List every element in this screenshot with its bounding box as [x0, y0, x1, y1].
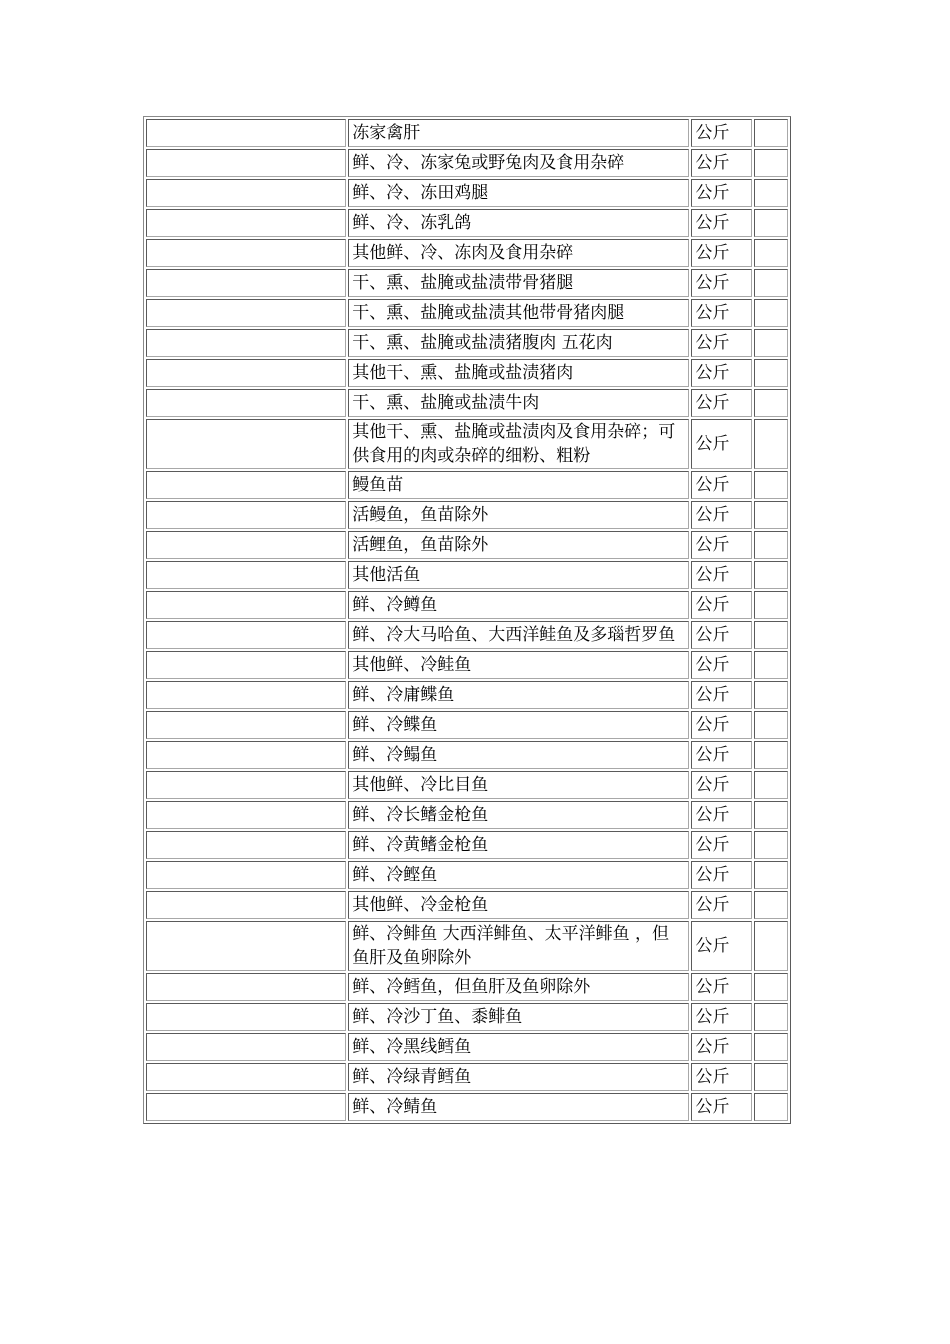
code-cell [146, 531, 346, 559]
note-cell [754, 921, 788, 971]
item-name-cell: 干、熏、盐腌或盐渍猪腹肉 五花肉 [348, 329, 689, 357]
note-cell [754, 861, 788, 889]
code-cell [146, 621, 346, 649]
note-cell [754, 209, 788, 237]
table-row [146, 831, 788, 859]
table-row [146, 681, 788, 709]
item-name-cell: 干、熏、盐腌或盐渍牛肉 [348, 389, 689, 417]
table-row [146, 651, 788, 679]
unit-cell: 公斤 [691, 179, 751, 207]
note-cell [754, 329, 788, 357]
item-name-cell: 鳗鱼苗 [348, 471, 689, 499]
table-row [146, 1003, 788, 1031]
unit-cell: 公斤 [691, 861, 751, 889]
note-cell [754, 389, 788, 417]
code-cell [146, 801, 346, 829]
note-cell [754, 891, 788, 919]
table-row [146, 1033, 788, 1061]
item-name-cell: 活鳗鱼，鱼苗除外 [348, 501, 689, 529]
note-cell [754, 119, 788, 147]
item-name-cell: 其他鲜、冷鲑鱼 [348, 651, 689, 679]
unit-cell: 公斤 [691, 471, 751, 499]
table-row [146, 973, 788, 1001]
code-cell [146, 1063, 346, 1091]
note-cell [754, 711, 788, 739]
unit-cell: 公斤 [691, 359, 751, 387]
table-row [146, 591, 788, 619]
note-cell [754, 831, 788, 859]
table-row [146, 269, 788, 297]
note-cell [754, 531, 788, 559]
table-row [146, 741, 788, 769]
unit-cell: 公斤 [691, 209, 751, 237]
item-name-cell: 鲜、冷绿青鳕鱼 [348, 1063, 689, 1091]
table-row [146, 119, 788, 147]
unit-cell: 公斤 [691, 1033, 751, 1061]
item-name-cell: 鲜、冷黄鳍金枪鱼 [348, 831, 689, 859]
item-name-cell: 鲜、冷黑线鳕鱼 [348, 1033, 689, 1061]
unit-cell: 公斤 [691, 329, 751, 357]
unit-cell: 公斤 [691, 831, 751, 859]
table-row [146, 1093, 788, 1121]
note-cell [754, 1003, 788, 1031]
item-name-cell: 鲜、冷鲣鱼 [348, 861, 689, 889]
note-cell [754, 239, 788, 267]
table-row [146, 1063, 788, 1091]
table-row [146, 239, 788, 267]
item-name-cell: 活鲤鱼，鱼苗除外 [348, 531, 689, 559]
table-row [146, 561, 788, 589]
item-name-cell: 其他干、熏、盐腌或盐渍肉及食用杂碎；可供食用的肉或杂碎的细粉、粗粉 [348, 419, 689, 469]
note-cell [754, 471, 788, 499]
code-cell [146, 119, 346, 147]
code-cell [146, 329, 346, 357]
item-name-cell: 冻家禽肝 [348, 119, 689, 147]
code-cell [146, 389, 346, 417]
code-cell [146, 651, 346, 679]
item-name-cell: 鲜、冷大马哈鱼、大西洋鲑鱼及多瑙哲罗鱼 [348, 621, 689, 649]
unit-cell: 公斤 [691, 1093, 751, 1121]
item-name-cell: 鲜、冷鳎鱼 [348, 741, 689, 769]
note-cell [754, 741, 788, 769]
item-name-cell: 鲜、冷鲭鱼 [348, 1093, 689, 1121]
item-name-cell: 干、熏、盐腌或盐渍带骨猪腿 [348, 269, 689, 297]
code-cell [146, 299, 346, 327]
code-cell [146, 591, 346, 619]
code-cell [146, 239, 346, 267]
table-row [146, 389, 788, 417]
table-row [146, 531, 788, 559]
note-cell [754, 1093, 788, 1121]
code-cell [146, 771, 346, 799]
code-cell [146, 973, 346, 1001]
code-cell [146, 1033, 346, 1061]
commodity-table-body [146, 119, 788, 1121]
code-cell [146, 471, 346, 499]
item-name-cell: 鲜、冷长鳍金枪鱼 [348, 801, 689, 829]
item-name-cell: 鲜、冷、冻家兔或野兔肉及食用杂碎 [348, 149, 689, 177]
code-cell [146, 561, 346, 589]
unit-cell: 公斤 [691, 591, 751, 619]
table-row [146, 801, 788, 829]
unit-cell: 公斤 [691, 651, 751, 679]
unit-cell: 公斤 [691, 299, 751, 327]
table-row [146, 621, 788, 649]
code-cell [146, 741, 346, 769]
code-cell [146, 179, 346, 207]
unit-cell: 公斤 [691, 561, 751, 589]
table-row [146, 861, 788, 889]
commodity-table [143, 116, 791, 1124]
note-cell [754, 591, 788, 619]
unit-cell: 公斤 [691, 921, 751, 971]
table-row [146, 179, 788, 207]
unit-cell: 公斤 [691, 531, 751, 559]
unit-cell: 公斤 [691, 741, 751, 769]
item-name-cell: 鲜、冷、冻乳鸽 [348, 209, 689, 237]
code-cell [146, 359, 346, 387]
unit-cell: 公斤 [691, 891, 751, 919]
table-row [146, 209, 788, 237]
unit-cell: 公斤 [691, 973, 751, 1001]
table-row [146, 501, 788, 529]
item-name-cell: 鲜、冷鲽鱼 [348, 711, 689, 739]
item-name-cell: 其他鲜、冷、冻肉及食用杂碎 [348, 239, 689, 267]
note-cell [754, 299, 788, 327]
note-cell [754, 1063, 788, 1091]
note-cell [754, 359, 788, 387]
table-row [146, 329, 788, 357]
unit-cell: 公斤 [691, 1063, 751, 1091]
unit-cell: 公斤 [691, 501, 751, 529]
table-row [146, 299, 788, 327]
item-name-cell: 其他干、熏、盐腌或盐渍猪肉 [348, 359, 689, 387]
note-cell [754, 179, 788, 207]
unit-cell: 公斤 [691, 801, 751, 829]
code-cell [146, 269, 346, 297]
code-cell [146, 1003, 346, 1031]
item-name-cell: 鲜、冷庸鲽鱼 [348, 681, 689, 709]
code-cell [146, 831, 346, 859]
code-cell [146, 149, 346, 177]
item-name-cell: 其他鲜、冷比目鱼 [348, 771, 689, 799]
unit-cell: 公斤 [691, 389, 751, 417]
note-cell [754, 501, 788, 529]
note-cell [754, 771, 788, 799]
item-name-cell: 其他鲜、冷金枪鱼 [348, 891, 689, 919]
code-cell [146, 1093, 346, 1121]
table-row [146, 149, 788, 177]
item-name-cell: 鲜、冷鲱鱼 大西洋鲱鱼、太平洋鲱鱼 ，但鱼肝及鱼卵除外 [348, 921, 689, 971]
unit-cell: 公斤 [691, 419, 751, 469]
table-row [146, 771, 788, 799]
unit-cell: 公斤 [691, 1003, 751, 1031]
code-cell [146, 681, 346, 709]
item-name-cell: 鲜、冷、冻田鸡腿 [348, 179, 689, 207]
item-name-cell: 其他活鱼 [348, 561, 689, 589]
note-cell [754, 651, 788, 679]
note-cell [754, 149, 788, 177]
note-cell [754, 801, 788, 829]
item-name-cell: 干、熏、盐腌或盐渍其他带骨猪肉腿 [348, 299, 689, 327]
table-row [146, 921, 788, 971]
table-row [146, 419, 788, 469]
note-cell [754, 621, 788, 649]
table-row [146, 359, 788, 387]
code-cell [146, 711, 346, 739]
note-cell [754, 681, 788, 709]
note-cell [754, 419, 788, 469]
code-cell [146, 209, 346, 237]
item-name-cell: 鲜、冷鳟鱼 [348, 591, 689, 619]
table-row [146, 891, 788, 919]
unit-cell: 公斤 [691, 681, 751, 709]
note-cell [754, 561, 788, 589]
item-name-cell: 鲜、冷沙丁鱼、黍鲱鱼 [348, 1003, 689, 1031]
code-cell [146, 501, 346, 529]
note-cell [754, 269, 788, 297]
unit-cell: 公斤 [691, 149, 751, 177]
item-name-cell: 鲜、冷鳕鱼，但鱼肝及鱼卵除外 [348, 973, 689, 1001]
unit-cell: 公斤 [691, 239, 751, 267]
table-row [146, 471, 788, 499]
code-cell [146, 891, 346, 919]
unit-cell: 公斤 [691, 711, 751, 739]
unit-cell: 公斤 [691, 771, 751, 799]
note-cell [754, 973, 788, 1001]
unit-cell: 公斤 [691, 621, 751, 649]
code-cell [146, 921, 346, 971]
note-cell [754, 1033, 788, 1061]
table-row [146, 711, 788, 739]
unit-cell: 公斤 [691, 269, 751, 297]
unit-cell: 公斤 [691, 119, 751, 147]
code-cell [146, 419, 346, 469]
code-cell [146, 861, 346, 889]
